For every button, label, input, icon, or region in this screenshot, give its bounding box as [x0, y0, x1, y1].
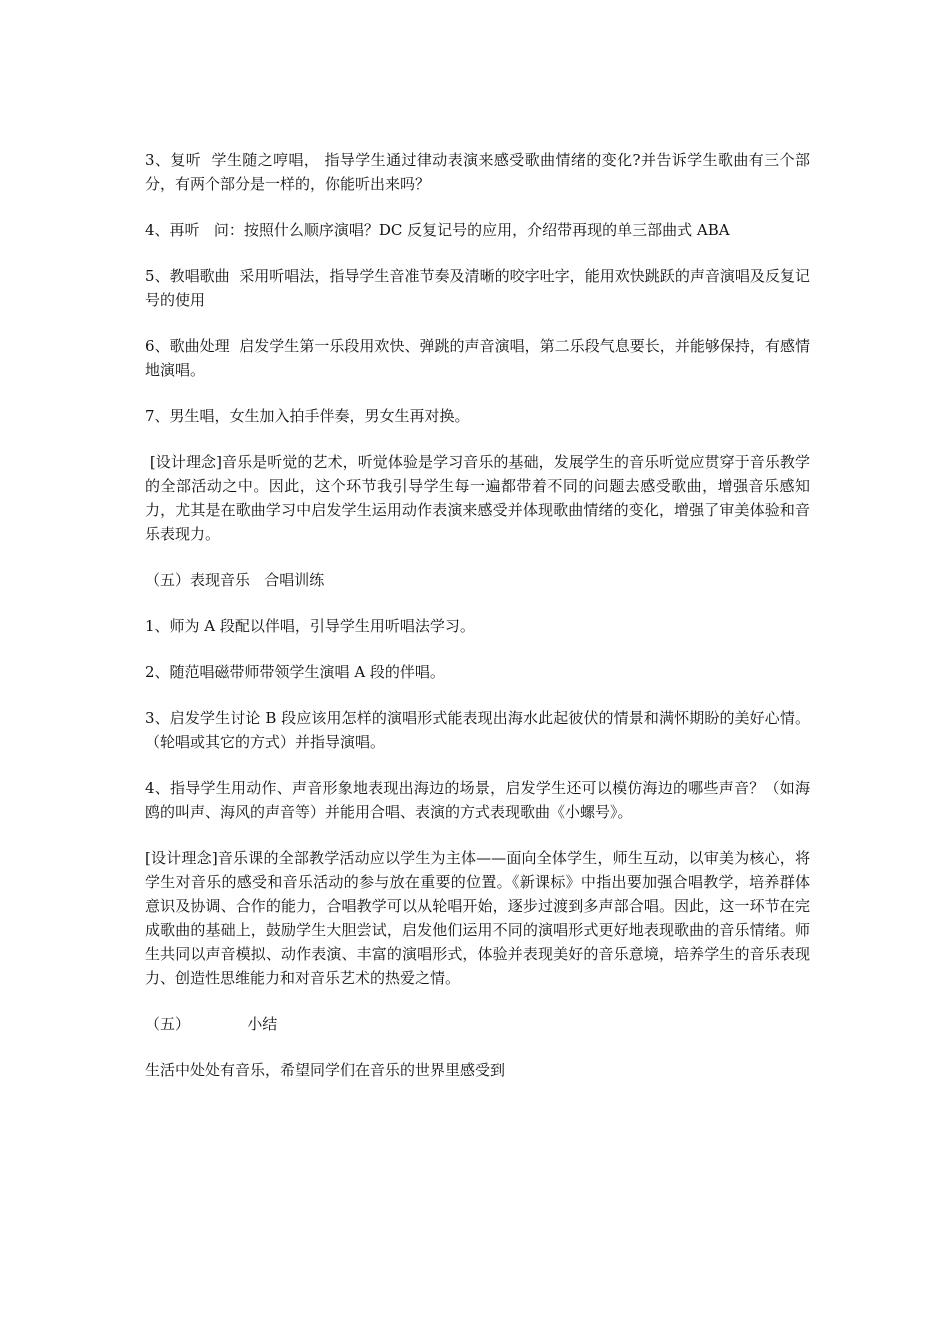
paragraph-step-5-teach-song: 5、教唱歌曲 采用听唱法，指导学生音准节奏及清晰的咬字吐字，能用欢快跳跃的声音演唱及反复记号的使用 — [145, 267, 810, 309]
paragraph-step-4-listen-again: 4、再听 问：按照什么顺序演唱？DC 反复记号的应用，介绍带再现的单三部曲式 ABA — [145, 221, 730, 239]
paragraph-step-6-song-treatment: 6、歌曲处理 启发学生第一乐段用欢快、弹跳的声音演唱，第二乐段气息要长，并能够保持，有感情地演唱。 — [145, 337, 810, 379]
paragraph-choir-step-4: 4、指导学生用动作、声音形象地表现出海边的场景，启发学生还可以模仿海边的哪些声音？（如海鸥的叫声、海风的声音等）并能用合唱、表演的方式表现歌曲《小螺号》。 — [145, 779, 810, 821]
paragraph-design-concept-2: [设计理念]音乐课的全部教学活动应以学生为主体——面向全体学生，师生互动，以审美为核心，将学生对音乐的感受和音乐活动的参与放在重要的位置。《新课标》中指出要加强合唱教学，培养群体意识及协调、合作的能力，合唱教学可以从轮唱开始，逐步过渡到多声部合唱。因此，这一环节在完成歌曲的基础上，鼓励学生大胆尝试，启发他们运用不同的演唱形式更好地表现歌曲的音乐情绪。师生共同以声音模拟、动作表演、丰富的演唱形式，体验并表现美好的音乐意境，培养学生的音乐表现力、创造性思维能力和对音乐艺术的热爱之情。 — [145, 849, 810, 987]
paragraph-design-concept-1: [设计理念]音乐是听觉的艺术，听觉体验是学习音乐的基础，发展学生的音乐听觉应贯穿于音乐教学的全部活动之中。因此，这个环节我引导学生每一遍都带着不同的问题去感受歌曲，增强音乐感知力，尤其是在歌曲学习中启发学生运用动作表演来感受并体现歌曲情绪的变化，增强了审美体验和音乐表现力。 — [145, 453, 810, 543]
section-heading-choir-training: （五）表现音乐 合唱训练 — [145, 571, 325, 589]
paragraph-step-7-boys-girls: 7、男生唱，女生加入拍手伴奏，男女生再对换。 — [145, 407, 470, 425]
paragraph-step-3-listen-again: 3、复听 学生随之哼唱， 指导学生通过律动表演来感受歌曲情绪的变化?并告诉学生歌曲有三个部分，有两个部分是一样的，你能听出来吗？ — [145, 151, 810, 193]
paragraph-choir-step-2: 2、随范唱磁带师带领学生演唱 A 段的伴唱。 — [145, 663, 445, 681]
paragraph-summary: 生活中处处有音乐，希望同学们在音乐的世界里感受到 — [145, 1061, 506, 1079]
document-body — [145, 148, 810, 1082]
paragraph-choir-step-1: 1、师为 A 段配以伴唱，引导学生用听唱法学习。 — [145, 617, 475, 635]
paragraph-choir-step-3: 3、启发学生讨论 B 段应该用怎样的演唱形式能表现出海水此起彼伏的情景和满怀期盼的美好心情。（轮唱或其它的方式）并指导演唱。 — [145, 709, 810, 751]
section-heading-summary: （五） 小结 — [145, 1015, 278, 1033]
